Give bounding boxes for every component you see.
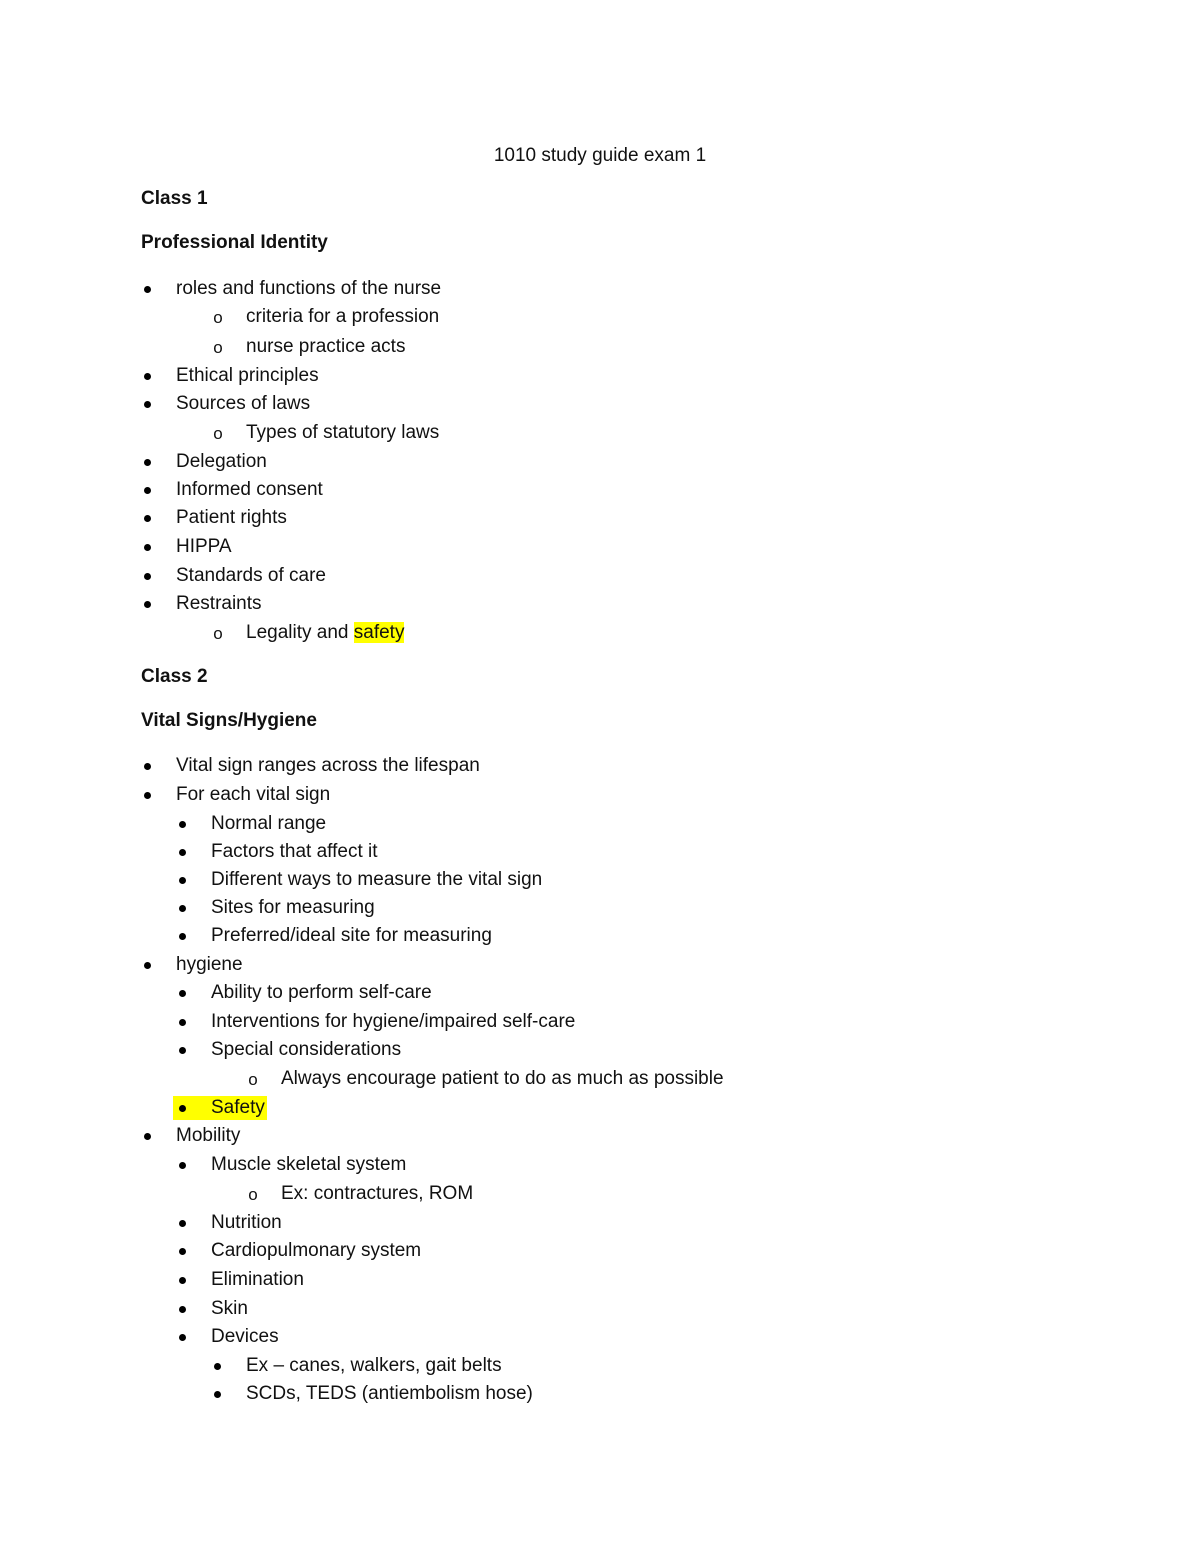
bullet-icon: [141, 754, 155, 778]
circle-bullet-icon: [211, 421, 225, 445]
list-item-text: Types of statutory laws: [246, 422, 440, 443]
bullet-icon: [176, 1325, 190, 1349]
list-item-text: Always encourage patient to do as much as possible: [281, 1068, 724, 1089]
bullet-icon: [176, 1239, 190, 1263]
highlighted-text: safety: [353, 622, 405, 643]
bullet-icon: [176, 1153, 190, 1177]
bullet-icon: [211, 1382, 225, 1406]
list-item-text: Interventions for hygiene/impaired self-care: [211, 1011, 576, 1032]
list-item-text: nurse practice acts: [246, 336, 406, 357]
bullet-icon: [176, 981, 190, 1005]
list-item-text: Muscle skeletal system: [211, 1154, 407, 1175]
bullet-icon: [141, 392, 155, 416]
list-item-text: Factors that affect it: [211, 841, 378, 862]
list-item-text: Ex – canes, walkers, gait belts: [246, 1355, 502, 1376]
bullet-icon: [141, 450, 155, 474]
list-item-text: Sources of laws: [176, 393, 311, 414]
list-item-text: Special considerations: [211, 1039, 402, 1060]
bullet-icon: [176, 924, 190, 948]
bullet-icon: [176, 840, 190, 864]
list-item-text: Devices: [211, 1326, 279, 1347]
list-item-text: Mobility: [176, 1125, 241, 1146]
bullet-icon: [176, 1211, 190, 1235]
bullet-icon: [211, 1354, 225, 1378]
bullet-icon: [176, 1096, 190, 1120]
circle-bullet-icon: [246, 1067, 260, 1091]
list-item-text: Skin: [211, 1298, 248, 1319]
bullet-icon: [176, 1297, 190, 1321]
legality-text: Legality and: [246, 622, 354, 643]
list-item-text: SCDs, TEDS (antiembolism hose): [246, 1383, 533, 1404]
list-item-text: roles and functions of the nurse: [176, 278, 442, 299]
class2-topic-heading: Vital Signs/Hygiene: [141, 710, 317, 731]
list-item-text: Elimination: [211, 1269, 304, 1290]
list-item-text: [246, 621, 404, 645]
list-item-text: HIPPA: [176, 536, 232, 557]
list-item-text: Ex: contractures, ROM: [281, 1183, 474, 1204]
list-item-text: Informed consent: [176, 479, 323, 500]
list-item-text: Different ways to measure the vital sign: [211, 869, 543, 890]
circle-bullet-icon: [211, 305, 225, 329]
list-item-text: Sites for measuring: [211, 897, 375, 918]
document-title: 1010 study guide exam 1: [493, 145, 707, 166]
bullet-icon: [141, 535, 155, 559]
list-item-text: Delegation: [176, 451, 267, 472]
list-item-text: Nutrition: [211, 1212, 282, 1233]
circle-bullet-icon: [211, 621, 225, 645]
list-item-text: For each vital sign: [176, 784, 331, 805]
circle-bullet-icon: [246, 1182, 260, 1206]
list-item-text: Normal range: [211, 813, 327, 834]
class2-heading: Class 2: [141, 666, 208, 687]
list-item-text: Standards of care: [176, 565, 326, 586]
bullet-icon: [176, 868, 190, 892]
bullet-icon: [176, 1010, 190, 1034]
bullet-icon: [141, 953, 155, 977]
list-item-text: Ability to perform self-care: [211, 982, 432, 1003]
bullet-icon: [176, 1038, 190, 1062]
bullet-icon: [176, 896, 190, 920]
bullet-icon: [141, 1124, 155, 1148]
list-item-text: Patient rights: [176, 507, 287, 528]
list-item-text: Vital sign ranges across the lifespan: [176, 755, 480, 776]
bullet-icon: [141, 783, 155, 807]
list-item-text: Ethical principles: [176, 365, 319, 386]
bullet-icon: [141, 478, 155, 502]
list-item-text: Safety: [211, 1097, 265, 1118]
bullet-icon: [141, 592, 155, 616]
bullet-icon: [176, 812, 190, 836]
bullet-icon: [176, 1268, 190, 1292]
bullet-icon: [141, 564, 155, 588]
bullet-icon: [141, 364, 155, 388]
list-item-text: hygiene: [176, 954, 243, 975]
list-item-text: Preferred/ideal site for measuring: [211, 925, 492, 946]
class1-topic-heading: Professional Identity: [141, 232, 328, 253]
bullet-icon: [141, 277, 155, 301]
class1-heading: Class 1: [141, 188, 208, 209]
list-item-text: criteria for a profession: [246, 306, 440, 327]
bullet-icon: [141, 506, 155, 530]
list-item-text: Cardiopulmonary system: [211, 1240, 422, 1261]
circle-bullet-icon: [211, 335, 225, 359]
list-item-text: Restraints: [176, 593, 262, 614]
